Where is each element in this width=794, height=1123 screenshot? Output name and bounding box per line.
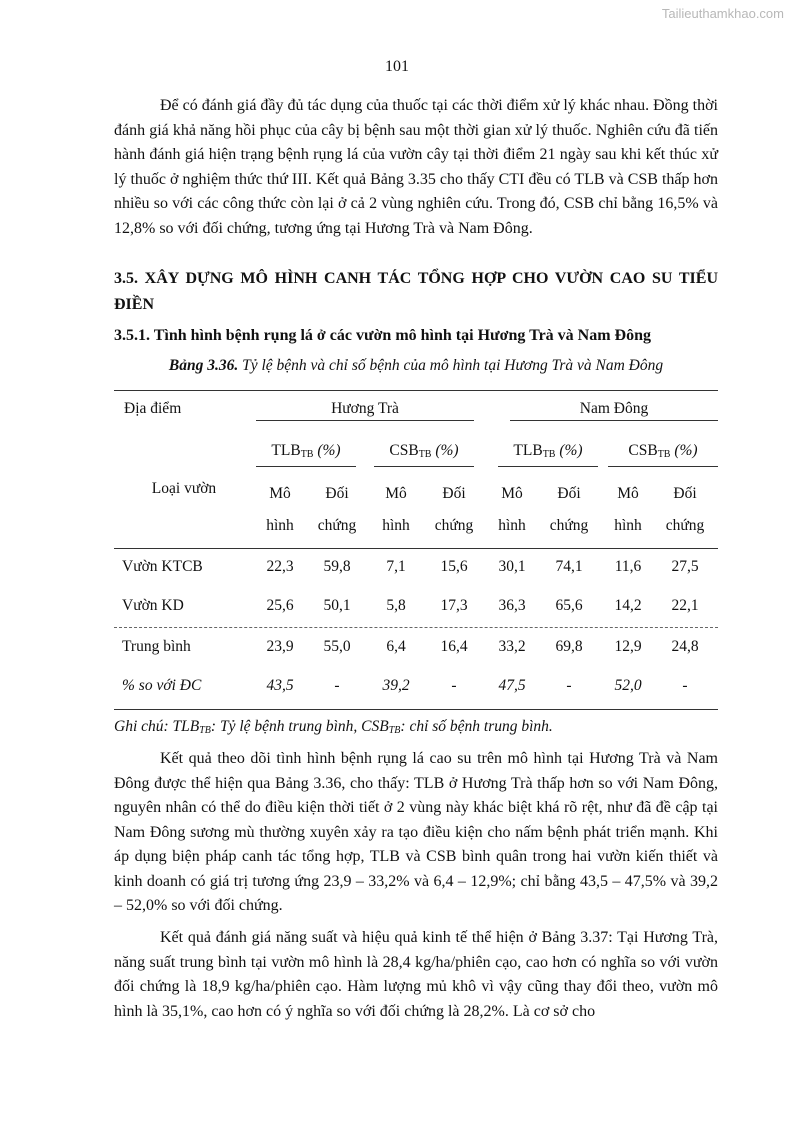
subheader-mo: Mô: [617, 485, 639, 502]
header-tlb-1: [256, 442, 356, 460]
table-cell: 30,1: [498, 558, 526, 575]
row-label: % so với ĐC: [122, 677, 202, 694]
subsection-heading: 3.5.1. Tình hình bệnh rụng lá ở các vườn mô hình tại Hương Trà và Nam Đông: [114, 327, 652, 344]
table-rule-tlb2: [498, 466, 598, 467]
note-text-1: : Tỷ lệ bệnh trung bình, CSB: [210, 718, 389, 735]
table-cell: 65,6: [555, 597, 583, 614]
tb-subscript: TB: [199, 725, 211, 736]
tb-subscript: TB: [388, 725, 401, 736]
row-label: Vườn KTCB: [122, 558, 203, 575]
paragraph-results: [114, 747, 718, 919]
csb-label: CSB: [389, 442, 419, 459]
table-cell: 16,4: [440, 638, 468, 655]
percent-unit: (%): [670, 442, 698, 459]
table-cell: 50,1: [323, 597, 351, 614]
tb-subscript: TB: [542, 449, 556, 460]
table-cell: 69,8: [555, 638, 583, 655]
subheader-chung: chứng: [665, 517, 705, 534]
table-rule-site1: [256, 420, 474, 421]
data-table: [114, 390, 718, 710]
table-cell: 15,6: [440, 558, 468, 575]
table-rule-site2: [510, 420, 718, 421]
table-cell: 22,3: [266, 558, 294, 575]
section-heading: 3.5. XÂY DỰNG MÔ HÌNH CANH TÁC TỔNG HỢP CHO VƯỜN CAO SU TIỂU ĐIỀN: [114, 270, 718, 313]
header-tlb-2: [498, 442, 598, 460]
row-label: Vườn KD: [122, 597, 184, 614]
table-note: [114, 718, 553, 736]
paragraph-yield-text: Kết quả đánh giá năng suất và hiệu quả kinh tế thể hiện ở Bảng 3.37: Tại Hương Trà, năng suất trung bình tại vườn mô hình là 28,4 kg/ha/phiên cạo, cao hơn có nghĩa so với vườn đối chứng là 18,9 kg/ha/phiên cạo. Hàm lượng mủ khô vì vậy cũng thay đổi theo, vườn mô hình là 35,1%, cao hơn có ý nghĩa so với đối chứng là 28,2%. Là cơ sở cho: [114, 929, 718, 1020]
table-cell: 33,2: [498, 638, 526, 655]
paragraph-yield: [114, 926, 718, 1024]
table-caption-text: Tỷ lệ bệnh và chỉ số bệnh của mô hình tại Hương Trà và Nam Đông: [238, 357, 664, 374]
tb-subscript: TB: [657, 449, 671, 460]
table-cell: 47,5: [498, 677, 526, 694]
table-rule-dashed: [114, 627, 718, 628]
header-csb-2: [608, 442, 718, 460]
header-location: Địa điểm: [124, 400, 182, 417]
paragraph-intro-text: Để có đánh giá đầy đủ tác dụng của thuốc tại các thời điểm xử lý khác nhau. Đồng thời đánh giá khả năng hồi phục của cây bị bệnh sau một thời gian xử lý thuốc. Nghiên cứu đã tiến hành đánh giá hiện trạng bệnh rụng lá của vườn cây tại thời điểm 21 ngày sau khi kết thúc xử lý thuốc ở nghiệm thức thứ III. Kết quả Bảng 3.35 cho thấy CTI đều có TLB và CSB thấp hơn nhiều so với các công thức còn lại ở cả 2 vùng nghiên cứu. Trong đó, CSB chỉ bằng 16,5% và 12,8% so với đối chứng, tương ứng tại Hương Trà và Nam Đông.: [114, 97, 718, 237]
table-cell: 36,3: [498, 597, 526, 614]
table-rule-bottom: [114, 709, 718, 710]
table-rule-csb2: [608, 466, 718, 467]
tb-subscript: TB: [418, 449, 432, 460]
subheader-hinh: hình: [614, 517, 642, 534]
subheader-doi: Đối: [557, 485, 581, 502]
subheader-hinh: hình: [266, 517, 294, 534]
subheader-mo: Mô: [501, 485, 523, 502]
row-label: Trung bình: [122, 638, 191, 655]
table-cell: 7,1: [386, 558, 406, 575]
subheader-mo: Mô: [385, 485, 407, 502]
subheader-hinh: hình: [498, 517, 526, 534]
tlb-label: TLB: [271, 442, 301, 459]
table-cell: 14,2: [614, 597, 642, 614]
subheader-chung: chứng: [549, 517, 589, 534]
table-cell: 25,6: [266, 597, 294, 614]
table-cell: 74,1: [555, 558, 583, 575]
subheader-chung: chứng: [434, 517, 474, 534]
table-rule-header: [114, 548, 718, 549]
table-cell: 59,8: [323, 558, 351, 575]
tlb-label: TLB: [513, 442, 543, 459]
table-cell: 5,8: [386, 597, 406, 614]
table-cell: 52,0: [614, 677, 642, 694]
header-csb-1: [374, 442, 474, 460]
table-cell: 12,9: [614, 638, 642, 655]
table-cell: 27,5: [671, 558, 699, 575]
subheader-hinh: hình: [382, 517, 410, 534]
table-cell: 23,9: [266, 638, 294, 655]
note-label: Ghi chú: TLB: [114, 718, 200, 735]
table-cell: 24,8: [671, 638, 699, 655]
table-cell: 55,0: [323, 638, 351, 655]
table-cell: 11,6: [614, 558, 642, 575]
table-cell: -: [682, 677, 688, 694]
percent-unit: (%): [431, 442, 459, 459]
tb-subscript: TB: [300, 449, 314, 460]
table-rule-top: [114, 390, 718, 391]
note-text-2: : chỉ số bệnh trung bình.: [400, 718, 553, 735]
csb-label: CSB: [628, 442, 658, 459]
table-cell: 6,4: [386, 638, 406, 655]
table-rule-csb1: [374, 466, 474, 467]
subheader-doi: Đối: [442, 485, 466, 502]
table-caption-label: Bảng 3.36.: [168, 357, 239, 374]
paragraph-results-text: Kết quả theo dõi tình hình bệnh rụng lá cao su trên mô hình tại Hương Trà và Nam Đông được thể hiện qua Bảng 3.36, cho thấy: TLB ở Hương Trà thấp hơn so với Nam Đông, nguyên nhân có thể do điều kiện thời tiết ở 2 vùng này khác biệt khá rõ rệt, như đã đề cập tại Nam Đông sương mù thường xuyên xảy ra tạo điều kiện cho nấm bệnh phát triển mạnh. Khi áp dụng biện pháp canh tác tổng hợp, TLB và CSB bình quân trong hai vườn kiến thiết và kinh doanh có giá trị tương ứng 23,9 – 33,2% và 6,4 – 12,9%; chỉ bằng 43,5 – 47,5% và 39,2 – 52,0% so với đối chứng.: [114, 750, 718, 914]
page-number: 101: [385, 58, 409, 75]
subheader-chung: chứng: [317, 517, 357, 534]
table-cell: 43,5: [266, 677, 294, 694]
subheader-mo: Mô: [269, 485, 291, 502]
table-cell: 17,3: [440, 597, 468, 614]
percent-unit: (%): [313, 442, 341, 459]
watermark: Tailieuthamkhao.com: [661, 6, 784, 21]
paragraph-intro: [114, 94, 718, 241]
header-site-huong-tra: Hương Trà: [331, 400, 399, 417]
table-cell: 39,2: [382, 677, 410, 694]
table-cell: -: [334, 677, 340, 694]
table-cell: -: [566, 677, 572, 694]
subheader-doi: Đối: [325, 485, 349, 502]
percent-unit: (%): [555, 442, 583, 459]
table-rule-tlb1: [256, 466, 356, 467]
table-caption: [114, 357, 718, 375]
header-site-nam-dong: Nam Đông: [579, 400, 649, 417]
subheader-doi: Đối: [673, 485, 697, 502]
header-garden-type: Loại vườn: [151, 480, 217, 497]
table-cell: -: [451, 677, 457, 694]
table-cell: 22,1: [671, 597, 699, 614]
